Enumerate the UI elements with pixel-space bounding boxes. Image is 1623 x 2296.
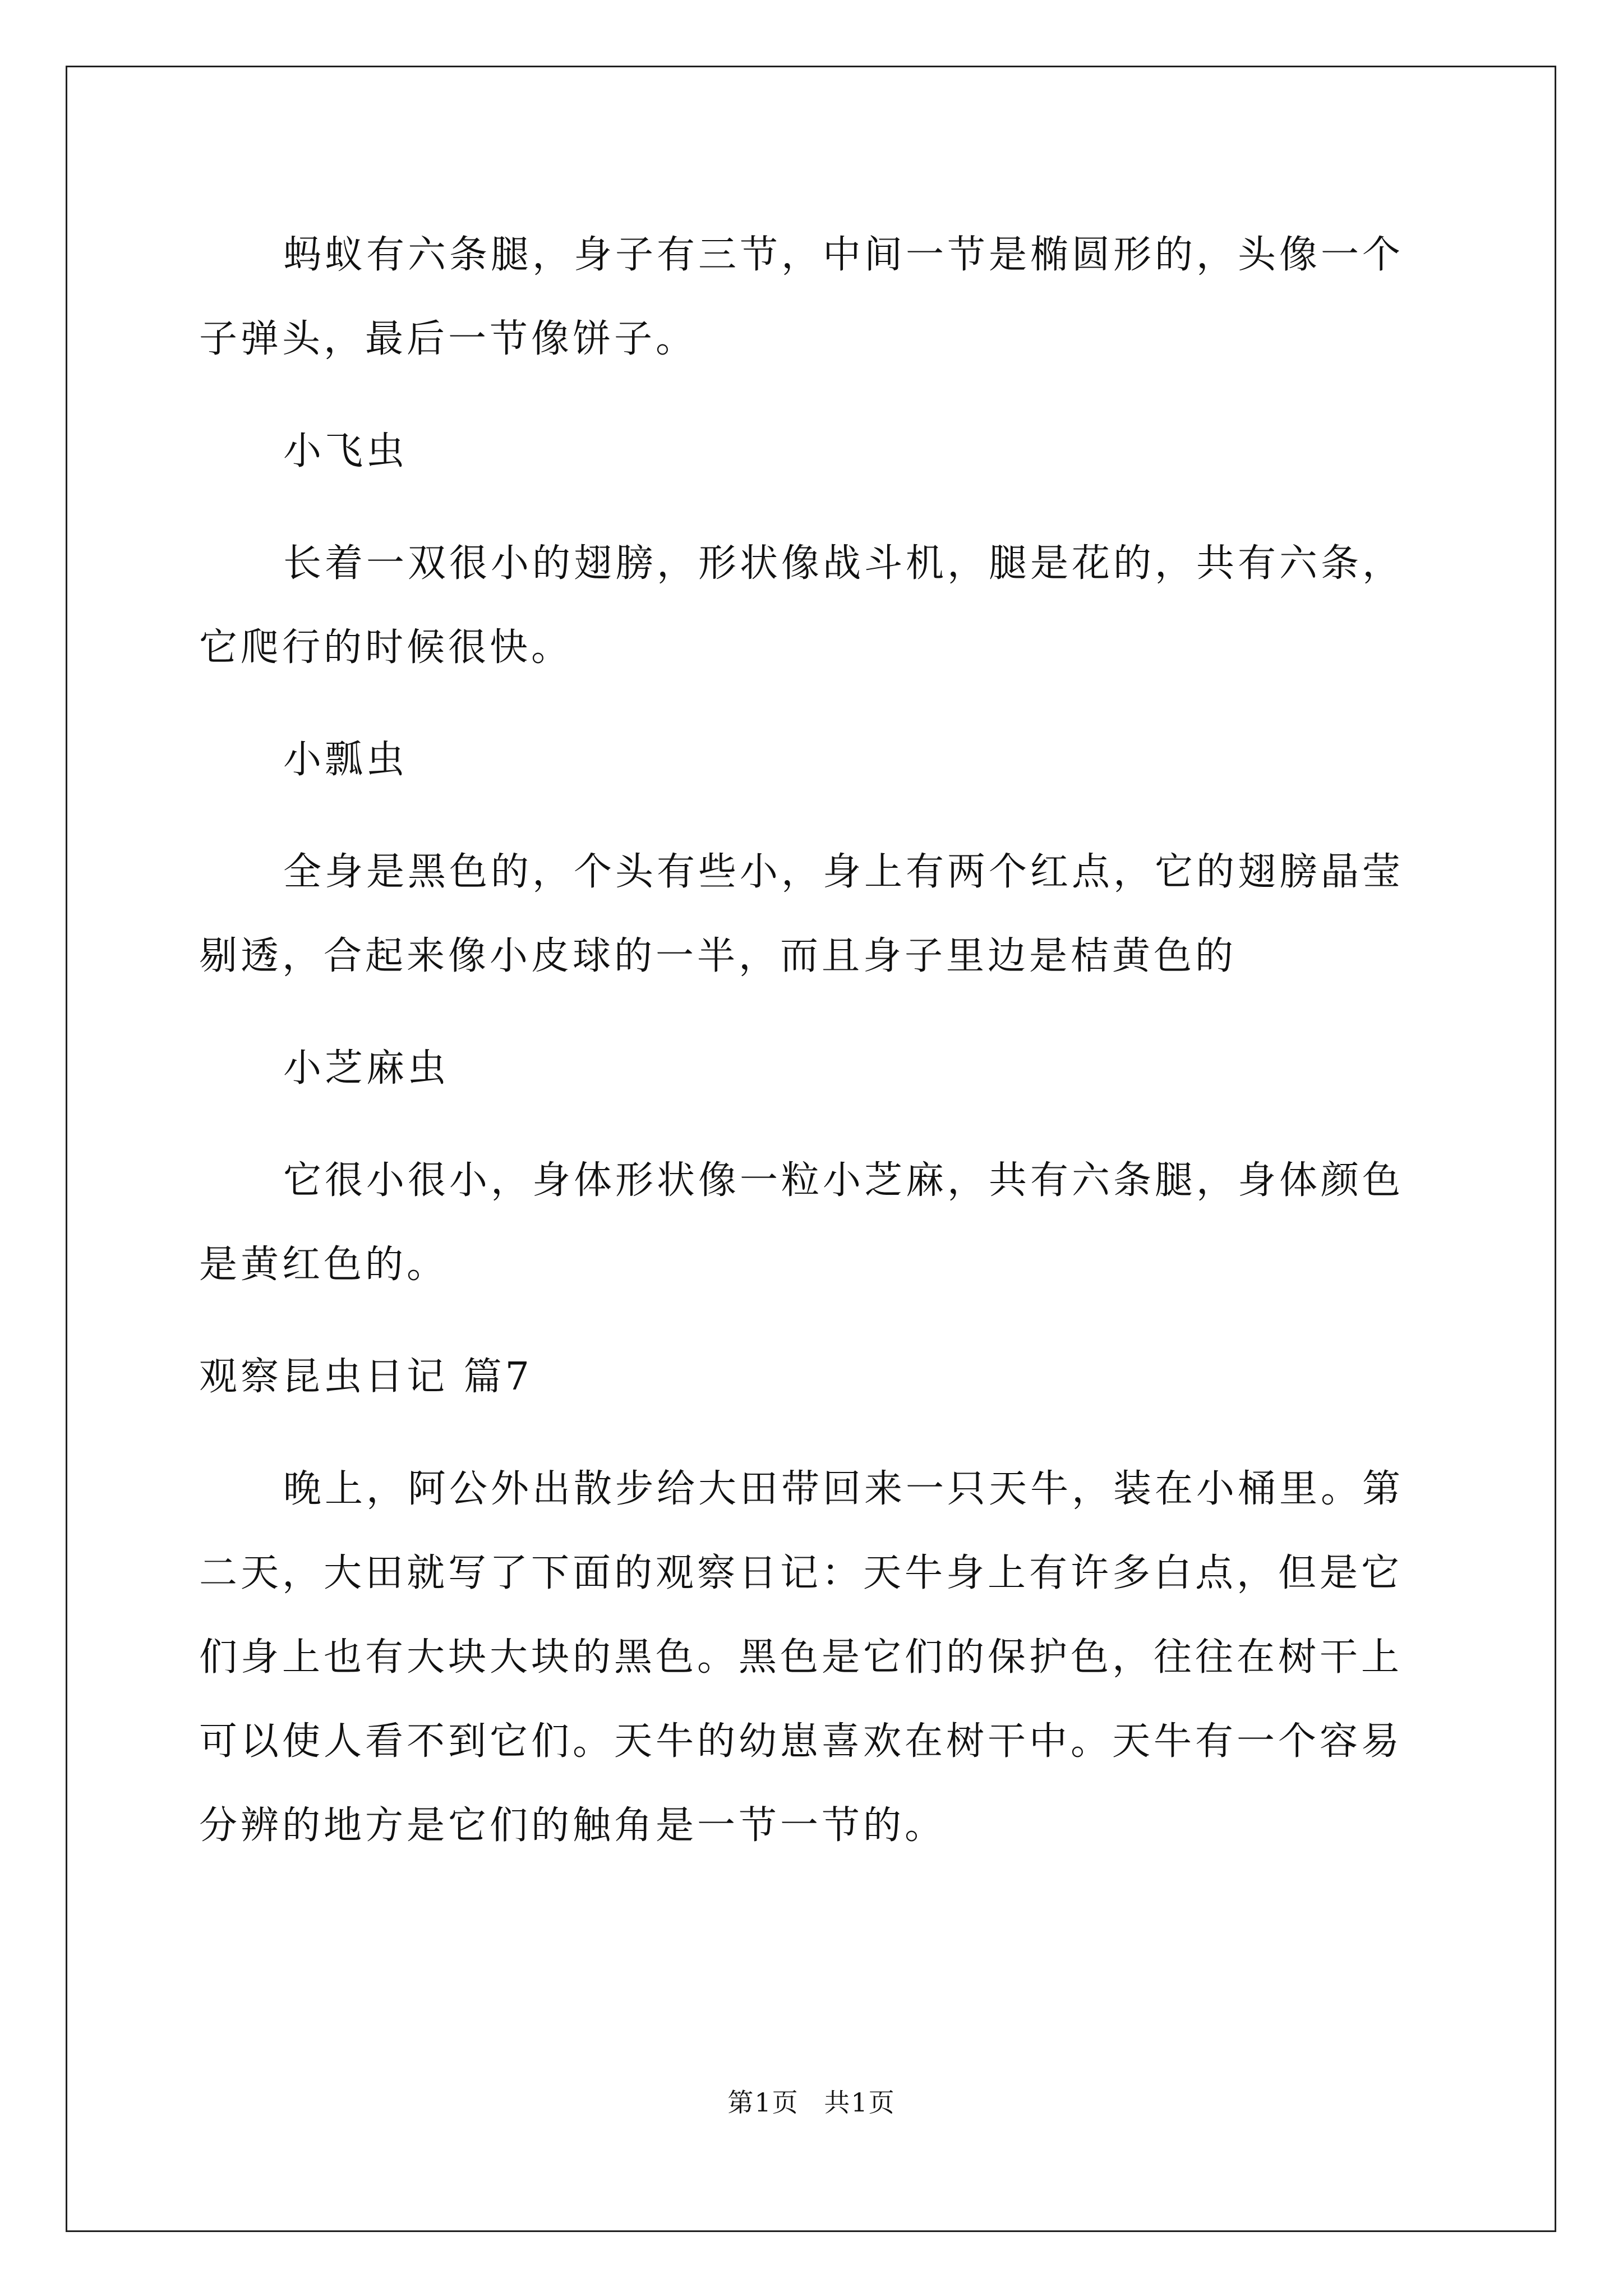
page-total: 共1页 — [824, 2087, 896, 2118]
paragraph-longhorn-beetle: 晚上，阿公外出散步给大田带回来一只天牛，装在小桶里。第二天，大田就写了下面的观察日记：天牛身上有许多白点，但是它们身上也有大块大块的黑色。黑色是它们的保护色，往往在树干上可以使人看不到它们。天牛的幼崽喜欢在树干中。天牛有一个容易分辨的地方是它们的触角是一节一节的。 — [199, 1467, 1404, 1848]
page-number: 第1页 — [727, 2087, 799, 2118]
heading-sesame-bug: 小芝麻虫 — [283, 1046, 450, 1091]
paragraph-ladybug: 全身是黑色的，个头有些小，身上有两个红点，它的翅膀晶莹剔透，合起来像小皮球的一半，而且身子里边是桔黄色的 — [199, 850, 1404, 978]
paragraph-ant: 蚂蚁有六条腿，身子有三节，中间一节是椭圆形的，头像一个子弹头，最后一节像饼子。 — [199, 233, 1404, 361]
page-footer — [0, 2086, 1623, 2119]
paragraph-sesame-bug: 它很小很小，身体形状像一粒小芝麻，共有六条腿，身体颜色是黄红色的。 — [199, 1158, 1404, 1287]
heading-ladybug: 小瓢虫 — [283, 738, 408, 782]
heading-small-fly: 小飞虫 — [283, 429, 408, 473]
document-body — [199, 213, 1433, 1896]
section-title: 观察昆虫日记 篇7 — [199, 1355, 533, 1399]
paragraph-small-fly: 长着一双很小的翅膀，形状像战斗机，腿是花的，共有六条，它爬行的时候很快。 — [199, 541, 1404, 670]
